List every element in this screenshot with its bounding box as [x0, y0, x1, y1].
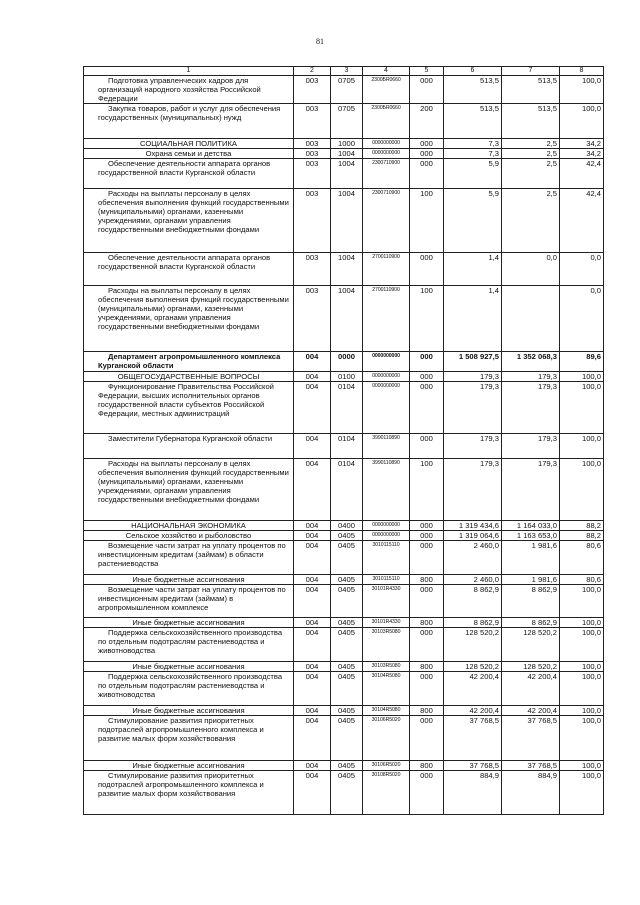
table-row: [84, 104, 604, 139]
row-actual-cell: 42 200,4: [502, 672, 560, 706]
row-target-code-cell: 2300БR0660: [363, 76, 410, 104]
row-expense-type-cell: 800: [410, 618, 444, 628]
row-expense-type-cell: 100: [410, 459, 444, 521]
row-grbs-cell: 004: [294, 352, 331, 372]
row-actual-cell: 0,0: [502, 253, 560, 286]
row-target-code-cell: 30101R4330: [363, 618, 410, 628]
row-name-cell: Расходы на выплаты персоналу в целях обеспечения выполнения функций государственными (муниципальными) органами, казенными учреждениями, органами управления государственными внебюджетными фондами: [84, 286, 294, 352]
row-name-cell: Иные бюджетные ассигнования: [84, 575, 294, 585]
row-target-code-cell: 2300710900: [363, 189, 410, 253]
budget-table: [83, 66, 604, 815]
row-name-cell: Обеспечение деятельности аппарата органов государственной власти Курганской области: [84, 159, 294, 189]
row-name-cell: Поддержка сельскохозяйственного производства по отдельным подотраслям растениеводства и животноводства: [84, 672, 294, 706]
row-expense-type-cell: 000: [410, 628, 444, 662]
row-plan-cell: 5,9: [444, 189, 502, 253]
row-name-cell: Расходы на выплаты персоналу в целях обеспечения выполнения функций государственными (муниципальными) органами, казенными учреждениями, органами управления государственными внебюджетными фондами: [84, 459, 294, 521]
row-name-cell: Возмещение части затрат на уплату процентов по инвестиционным кредитам (займам) в области растениеводства: [84, 541, 294, 575]
row-section-cell: 0104: [331, 459, 363, 521]
row-expense-type-cell: 000: [410, 531, 444, 541]
row-section-cell: 0100: [331, 372, 363, 382]
row-plan-cell: 1 508 927,5: [444, 352, 502, 372]
row-section-cell: 0405: [331, 618, 363, 628]
row-plan-cell: 7,3: [444, 139, 502, 149]
row-expense-type-cell: 000: [410, 159, 444, 189]
row-target-code-cell: 3990110890: [363, 434, 410, 459]
row-section-cell: 1004: [331, 189, 363, 253]
row-expense-type-cell: 000: [410, 434, 444, 459]
row-percent-cell: 34,2: [560, 139, 604, 149]
row-expense-type-cell: 000: [410, 672, 444, 706]
row-actual-cell: 1 981,6: [502, 575, 560, 585]
row-grbs-cell: 004: [294, 541, 331, 575]
row-target-code-cell: 2700110900: [363, 253, 410, 286]
row-name-cell: Иные бюджетные ассигнования: [84, 662, 294, 672]
table-row: [84, 382, 604, 434]
table-row: [84, 628, 604, 662]
row-actual-cell: 8 862,9: [502, 618, 560, 628]
row-percent-cell: 89,6: [560, 352, 604, 372]
row-section-cell: 1004: [331, 159, 363, 189]
table-row: [84, 159, 604, 189]
row-plan-cell: 7,3: [444, 149, 502, 159]
row-target-code-cell: 30104R5080: [363, 706, 410, 716]
header-cell: 1: [84, 67, 294, 76]
row-grbs-cell: 003: [294, 189, 331, 253]
page-number: 81: [316, 37, 324, 46]
header-cell: 7: [502, 67, 560, 76]
table-row: [84, 352, 604, 372]
row-section-cell: 0104: [331, 382, 363, 434]
row-percent-cell: 88,2: [560, 521, 604, 531]
row-target-code-cell: 0000000000: [363, 372, 410, 382]
row-expense-type-cell: 000: [410, 771, 444, 815]
row-section-cell: 1004: [331, 253, 363, 286]
row-actual-cell: 179,3: [502, 372, 560, 382]
row-target-code-cell: 2300БR0660: [363, 104, 410, 139]
row-plan-cell: 8 862,9: [444, 585, 502, 618]
row-percent-cell: 100,0: [560, 761, 604, 771]
row-expense-type-cell: 000: [410, 716, 444, 761]
row-actual-cell: 1 164 033,0: [502, 521, 560, 531]
row-name-cell: Возмещение части затрат на уплату процентов по инвестиционным кредитам (займам) в агропромышленном комплексе: [84, 585, 294, 618]
row-section-cell: 0405: [331, 761, 363, 771]
row-grbs-cell: 004: [294, 672, 331, 706]
row-actual-cell: 37 768,5: [502, 716, 560, 761]
row-expense-type-cell: 000: [410, 372, 444, 382]
row-expense-type-cell: 800: [410, 706, 444, 716]
table-row: [84, 585, 604, 618]
row-expense-type-cell: 200: [410, 104, 444, 139]
row-actual-cell: 179,3: [502, 434, 560, 459]
row-name-cell: Иные бюджетные ассигнования: [84, 618, 294, 628]
row-actual-cell: [502, 286, 560, 352]
row-target-code-cell: 30104R5080: [363, 672, 410, 706]
table-row: [84, 716, 604, 761]
row-section-cell: 0405: [331, 706, 363, 716]
row-expense-type-cell: 800: [410, 761, 444, 771]
row-actual-cell: 1 981,6: [502, 541, 560, 575]
row-name-cell: Подготовка управленческих кадров для организаций народного хозяйства Российской Федерации: [84, 76, 294, 104]
row-target-code-cell: 0000000000: [363, 531, 410, 541]
row-expense-type-cell: 100: [410, 286, 444, 352]
row-percent-cell: 100,0: [560, 662, 604, 672]
row-actual-cell: 42 200,4: [502, 706, 560, 716]
row-grbs-cell: 003: [294, 139, 331, 149]
row-grbs-cell: 004: [294, 618, 331, 628]
row-section-cell: 0405: [331, 585, 363, 618]
row-section-cell: 0405: [331, 771, 363, 815]
table-row: [84, 771, 604, 815]
row-plan-cell: 513,5: [444, 76, 502, 104]
row-grbs-cell: 003: [294, 104, 331, 139]
row-actual-cell: 179,3: [502, 459, 560, 521]
row-name-cell: Обеспечение деятельности аппарата органов государственной власти Курганской области: [84, 253, 294, 286]
row-name-cell: Иные бюджетные ассигнования: [84, 761, 294, 771]
row-actual-cell: 513,5: [502, 76, 560, 104]
row-target-code-cell: 30103R5080: [363, 628, 410, 662]
table-body: [84, 76, 604, 815]
row-name-cell: Охрана семьи и детства: [84, 149, 294, 159]
row-grbs-cell: 003: [294, 149, 331, 159]
table-row: [84, 575, 604, 585]
row-section-cell: 1004: [331, 286, 363, 352]
row-plan-cell: 179,3: [444, 459, 502, 521]
row-expense-type-cell: 000: [410, 585, 444, 618]
row-target-code-cell: 2300710900: [363, 159, 410, 189]
row-target-code-cell: 0000000000: [363, 352, 410, 372]
row-target-code-cell: 30106R5020: [363, 761, 410, 771]
row-plan-cell: 42 200,4: [444, 706, 502, 716]
table-row: [84, 434, 604, 459]
table-row: [84, 76, 604, 104]
row-percent-cell: 100,0: [560, 672, 604, 706]
row-section-cell: 0405: [331, 716, 363, 761]
row-name-cell: Департамент агропромышленного комплекса Курганской области: [84, 352, 294, 372]
row-actual-cell: 2,5: [502, 139, 560, 149]
row-name-cell: СОЦИАЛЬНАЯ ПОЛИТИКА: [84, 139, 294, 149]
row-target-code-cell: 0000000000: [363, 521, 410, 531]
row-grbs-cell: 004: [294, 761, 331, 771]
row-actual-cell: 2,5: [502, 159, 560, 189]
row-section-cell: 0400: [331, 521, 363, 531]
row-percent-cell: 0,0: [560, 286, 604, 352]
row-name-cell: Расходы на выплаты персоналу в целях обеспечения выполнения функций государственными (муниципальными) органами, казенными учреждениями, органами управления государственными внебюджетными фондами: [84, 189, 294, 253]
row-percent-cell: 100,0: [560, 618, 604, 628]
table-row: [84, 459, 604, 521]
header-cell: 3: [331, 67, 363, 76]
row-target-code-cell: 3990110890: [363, 459, 410, 521]
row-name-cell: Сельское хозяйство и рыболовство: [84, 531, 294, 541]
row-target-code-cell: 30103R5080: [363, 662, 410, 672]
row-percent-cell: 100,0: [560, 372, 604, 382]
row-actual-cell: 128 520,2: [502, 662, 560, 672]
row-plan-cell: 1 319 434,6: [444, 521, 502, 531]
row-plan-cell: 8 862,9: [444, 618, 502, 628]
row-plan-cell: 128 520,2: [444, 662, 502, 672]
row-percent-cell: 80,6: [560, 575, 604, 585]
row-grbs-cell: 004: [294, 662, 331, 672]
row-plan-cell: 179,3: [444, 372, 502, 382]
table-header-row: [84, 67, 604, 76]
row-grbs-cell: 003: [294, 286, 331, 352]
row-grbs-cell: 004: [294, 771, 331, 815]
row-actual-cell: 2,5: [502, 149, 560, 159]
row-grbs-cell: 003: [294, 253, 331, 286]
row-actual-cell: 179,3: [502, 382, 560, 434]
table-row: [84, 372, 604, 382]
header-cell: 4: [363, 67, 410, 76]
row-grbs-cell: 004: [294, 716, 331, 761]
row-target-code-cell: 30106R5020: [363, 716, 410, 761]
row-grbs-cell: 004: [294, 521, 331, 531]
row-actual-cell: 8 862,9: [502, 585, 560, 618]
row-percent-cell: 100,0: [560, 76, 604, 104]
row-grbs-cell: 003: [294, 159, 331, 189]
row-target-code-cell: 3010115110: [363, 575, 410, 585]
row-expense-type-cell: 100: [410, 189, 444, 253]
row-percent-cell: 42,4: [560, 189, 604, 253]
row-section-cell: 0405: [331, 541, 363, 575]
row-actual-cell: 1 352 068,3: [502, 352, 560, 372]
row-percent-cell: 0,0: [560, 253, 604, 286]
row-actual-cell: 2,5: [502, 189, 560, 253]
table-row: [84, 531, 604, 541]
row-grbs-cell: 004: [294, 706, 331, 716]
row-expense-type-cell: 000: [410, 149, 444, 159]
row-section-cell: 0405: [331, 628, 363, 662]
row-grbs-cell: 004: [294, 531, 331, 541]
row-name-cell: ОБЩЕГОСУДАРСТВЕННЫЕ ВОПРОСЫ: [84, 372, 294, 382]
table-row: [84, 521, 604, 531]
row-grbs-cell: 004: [294, 575, 331, 585]
row-plan-cell: 179,3: [444, 434, 502, 459]
table-row: [84, 286, 604, 352]
table-row: [84, 618, 604, 628]
row-percent-cell: 100,0: [560, 706, 604, 716]
row-expense-type-cell: 000: [410, 76, 444, 104]
row-actual-cell: 128 520,2: [502, 628, 560, 662]
row-percent-cell: 100,0: [560, 434, 604, 459]
row-target-code-cell: 0000000000: [363, 382, 410, 434]
row-plan-cell: 37 768,5: [444, 761, 502, 771]
row-expense-type-cell: 000: [410, 253, 444, 286]
row-percent-cell: 100,0: [560, 716, 604, 761]
row-grbs-cell: 004: [294, 382, 331, 434]
row-percent-cell: 80,6: [560, 541, 604, 575]
row-percent-cell: 100,0: [560, 104, 604, 139]
row-grbs-cell: 004: [294, 434, 331, 459]
table-row: [84, 541, 604, 575]
row-section-cell: 0405: [331, 531, 363, 541]
row-section-cell: 0000: [331, 352, 363, 372]
row-expense-type-cell: 800: [410, 575, 444, 585]
table-row: [84, 761, 604, 771]
row-grbs-cell: 004: [294, 459, 331, 521]
row-name-cell: Закупка товаров, работ и услуг для обеспечения государственных (муниципальных) нужд: [84, 104, 294, 139]
row-percent-cell: 100,0: [560, 585, 604, 618]
row-expense-type-cell: 000: [410, 541, 444, 575]
row-grbs-cell: 004: [294, 372, 331, 382]
row-section-cell: 0405: [331, 575, 363, 585]
row-section-cell: 0104: [331, 434, 363, 459]
row-section-cell: 0405: [331, 672, 363, 706]
row-percent-cell: 88,2: [560, 531, 604, 541]
row-percent-cell: 100,0: [560, 459, 604, 521]
row-plan-cell: 2 460,0: [444, 575, 502, 585]
row-name-cell: Стимулирование развития приоритетных подотраслей агропромышленного комплекса и развитие малых форм хозяйствования: [84, 771, 294, 815]
row-plan-cell: 884,9: [444, 771, 502, 815]
table-row: [84, 253, 604, 286]
row-percent-cell: 100,0: [560, 382, 604, 434]
row-actual-cell: 37 768,5: [502, 761, 560, 771]
row-name-cell: НАЦИОНАЛЬНАЯ ЭКОНОМИКА: [84, 521, 294, 531]
row-grbs-cell: 003: [294, 76, 331, 104]
row-target-code-cell: 0000000000: [363, 149, 410, 159]
row-section-cell: 0405: [331, 662, 363, 672]
table-row: [84, 189, 604, 253]
row-section-cell: 0705: [331, 76, 363, 104]
row-plan-cell: 42 200,4: [444, 672, 502, 706]
row-expense-type-cell: 000: [410, 382, 444, 434]
row-name-cell: Заместители Губернатора Курганской области: [84, 434, 294, 459]
row-actual-cell: 884,9: [502, 771, 560, 815]
row-plan-cell: 513,5: [444, 104, 502, 139]
row-target-code-cell: 2700110900: [363, 286, 410, 352]
row-actual-cell: 513,5: [502, 104, 560, 139]
row-plan-cell: 1 319 064,6: [444, 531, 502, 541]
row-percent-cell: 34,2: [560, 149, 604, 159]
row-plan-cell: 2 460,0: [444, 541, 502, 575]
table-row: [84, 672, 604, 706]
row-grbs-cell: 004: [294, 628, 331, 662]
row-plan-cell: 1,4: [444, 286, 502, 352]
row-section-cell: 0705: [331, 104, 363, 139]
row-actual-cell: 1 163 653,0: [502, 531, 560, 541]
row-expense-type-cell: 000: [410, 352, 444, 372]
row-expense-type-cell: 800: [410, 662, 444, 672]
row-percent-cell: 100,0: [560, 771, 604, 815]
row-plan-cell: 128 520,2: [444, 628, 502, 662]
table-row: [84, 139, 604, 149]
row-name-cell: Функционирование Правительства Российской Федерации, высших исполнительных органов государственной власти субъектов Российской Федерации, местных администраций: [84, 382, 294, 434]
row-name-cell: Поддержка сельскохозяйственного производства по отдельным подотраслям растениеводства и животноводства: [84, 628, 294, 662]
row-target-code-cell: 3010115110: [363, 541, 410, 575]
row-percent-cell: 42,4: [560, 159, 604, 189]
row-plan-cell: 1,4: [444, 253, 502, 286]
row-percent-cell: 100,0: [560, 628, 604, 662]
row-grbs-cell: 004: [294, 585, 331, 618]
row-plan-cell: 179,3: [444, 382, 502, 434]
header-cell: 8: [560, 67, 604, 76]
row-plan-cell: 5,9: [444, 159, 502, 189]
row-plan-cell: 37 768,5: [444, 716, 502, 761]
header-cell: 6: [444, 67, 502, 76]
row-expense-type-cell: 000: [410, 521, 444, 531]
row-name-cell: Иные бюджетные ассигнования: [84, 706, 294, 716]
table-row: [84, 706, 604, 716]
table-row: [84, 149, 604, 159]
header-cell: 2: [294, 67, 331, 76]
row-expense-type-cell: 000: [410, 139, 444, 149]
row-target-code-cell: 0000000000: [363, 139, 410, 149]
table-row: [84, 662, 604, 672]
row-target-code-cell: 30108R5020: [363, 771, 410, 815]
row-section-cell: 1004: [331, 149, 363, 159]
header-cell: 5: [410, 67, 444, 76]
row-section-cell: 1000: [331, 139, 363, 149]
row-target-code-cell: 30101R4330: [363, 585, 410, 618]
row-name-cell: Стимулирование развития приоритетных подотраслей агропромышленного комплекса и развитие малых форм хозяйствования: [84, 716, 294, 761]
